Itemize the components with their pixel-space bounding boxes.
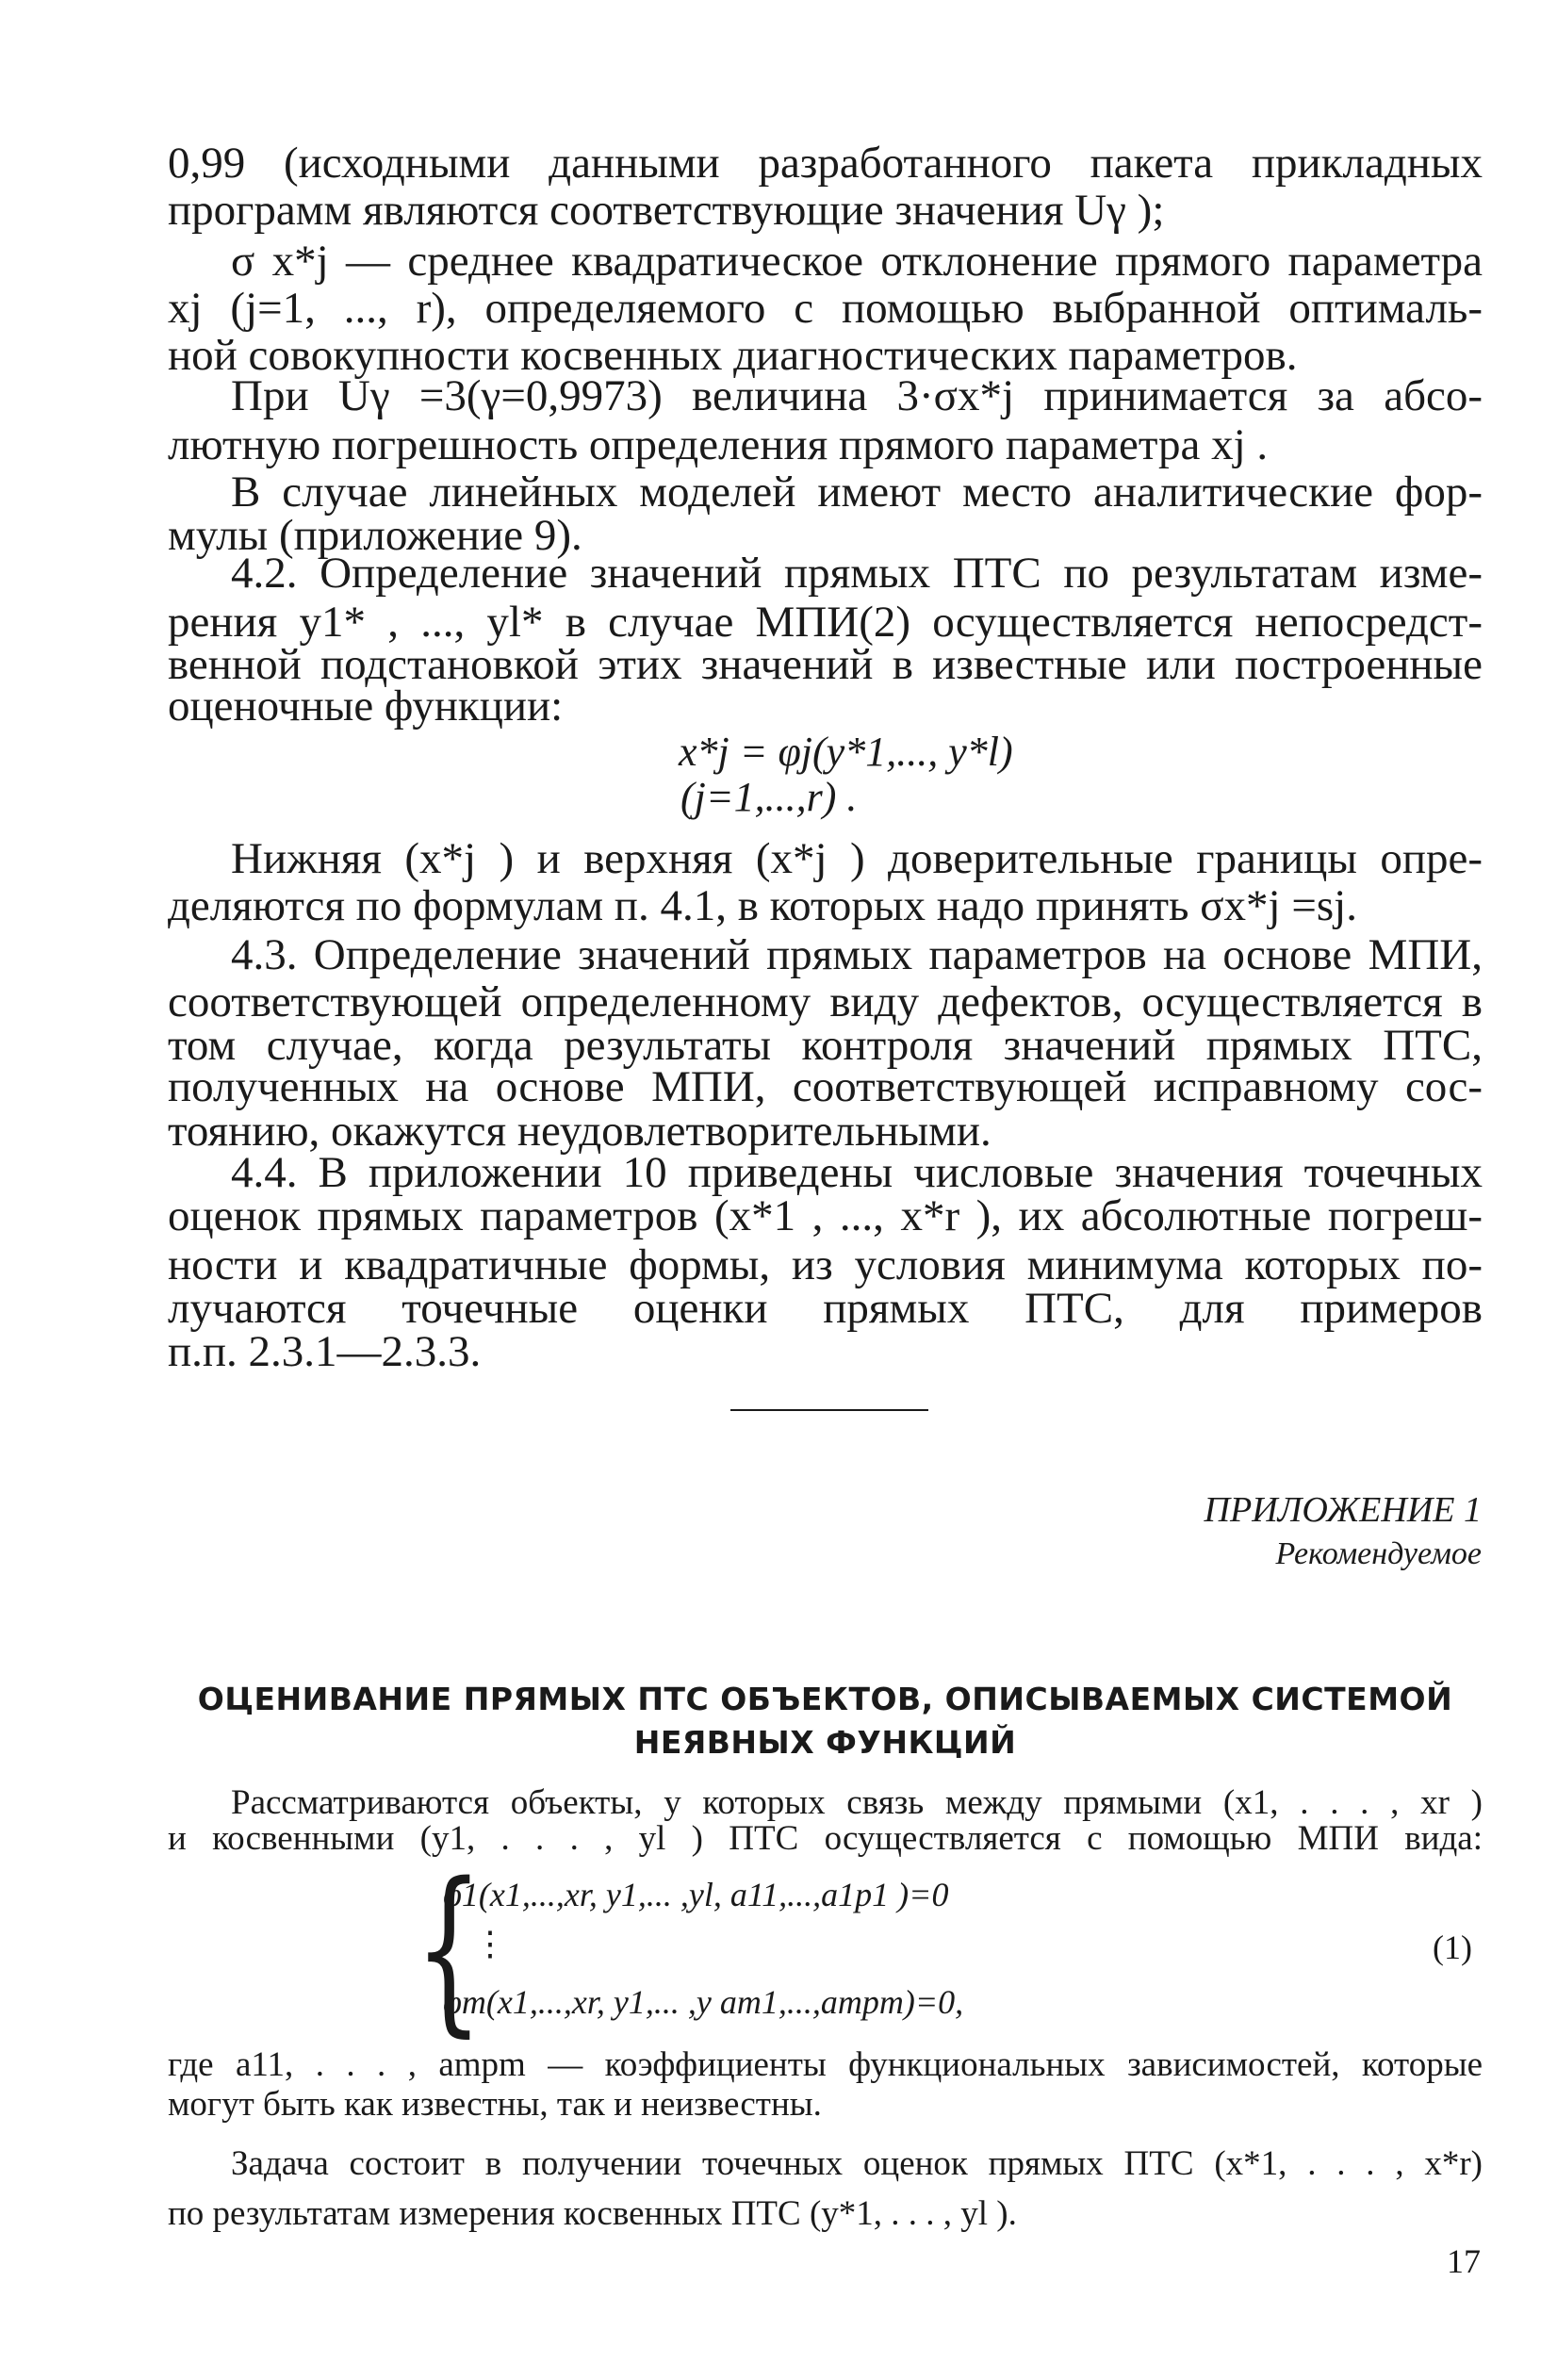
- text-line: ной совокупности косвенных диагностических параметров.: [168, 331, 1298, 380]
- text-line: оценочные функции:: [168, 681, 564, 730]
- appendix-heading-line-2: НЕЯВНЫХ ФУНКЦИЙ: [633, 1724, 1017, 1761]
- text-line: 4.3. Определение значений прямых параметров на основе МПИ,: [231, 930, 1483, 979]
- text-line: соответствующей определенному виду дефектов, осуществляется в: [168, 977, 1483, 1026]
- equation-number: (1): [1433, 1929, 1472, 1966]
- text-line: оценок прямых параметров (x*1 , ..., x*r ), их абсолютные погреш-: [168, 1191, 1483, 1240]
- appendix-status: Рекомендуемое: [1275, 1536, 1482, 1571]
- text-line: деляются по формулам п. 4.1, в которых надо принять σx*j =sj.: [168, 881, 1357, 930]
- system-row-1: φ1(x1,...,xr, y1,... ,yl, a11,...,a1p1 )=0: [443, 1876, 949, 1913]
- appendix-title: ПРИЛОЖЕНИЕ 1: [1204, 1490, 1482, 1530]
- text-line: лютную погрешность определения прямого параметра xj .: [168, 420, 1269, 469]
- text-line: тоянию, окажутся неудовлетворительными.: [168, 1107, 992, 1156]
- system-row-m: φm(x1,...,xr, y1,... ,y am1,...,ampm)=0,: [443, 1983, 964, 2021]
- text-line: 4.2. Определение значений прямых ПТС по результатам изме-: [231, 549, 1483, 598]
- text-line: по результатам измерения косвенных ПТС (y*1, . . . , yl ).: [168, 2194, 1017, 2233]
- text-line: Задача состоит в получении точечных оценок прямых ПТС (x*1, . . . , x*r): [231, 2144, 1483, 2183]
- text-line: где a11, . . . , ampm — коэффициенты функциональных зависимостей, которые: [168, 2045, 1483, 2084]
- text-line: том случае, когда результаты контроля значений прямых ПТС,: [168, 1021, 1483, 1070]
- text-line: В случае линейных моделей имеют место аналитические фор-: [231, 468, 1483, 517]
- text-line: рения y1* , ..., yl* в случае МПИ(2) осуществляется непосредст-: [168, 598, 1483, 647]
- text-line: программ являются соответствующие значения Uγ );: [168, 186, 1165, 235]
- text-line: xj (j=1, ..., r), определяемого с помощью выбранной оптималь-: [168, 284, 1483, 333]
- text-line: и косвенными (y1, . . . , yl ) ПТС осуществляется с помощью МПИ вида:: [168, 1819, 1483, 1858]
- text-line: полученных на основе МПИ, соответствующей исправному сос-: [168, 1062, 1483, 1111]
- text-line: 4.4. В приложении 10 приведены числовые значения точечных: [231, 1148, 1483, 1197]
- text-line: могут быть как известны, так и неизвестны.: [168, 2085, 822, 2124]
- text-line: ности и квадратичные формы, из условия минимума которых по-: [168, 1240, 1483, 1289]
- formula-estimating-function: x*j = φj(y*1,..., y*l): [679, 729, 1013, 775]
- page-number: 17: [1447, 2242, 1481, 2280]
- formula-index-range: (j=1,...,r) .: [680, 774, 858, 820]
- text-line: лучаются точечные оценки прямых ПТС, для примеров: [168, 1284, 1483, 1333]
- text-line: мулы (приложение 9).: [168, 511, 582, 560]
- system-brace: {: [415, 1845, 483, 2053]
- text-line: п.п. 2.3.1—2.3.3.: [168, 1327, 482, 1376]
- equation-system: [415, 1845, 1480, 2053]
- text-line: 0,99 (исходными данными разработанного пакета прикладных: [168, 139, 1483, 188]
- text-line: При Uγ =3(γ=0,9973) величина 3·σx*j принимается за абсо-: [231, 371, 1483, 420]
- text-line: Нижняя (x*j ) и верхняя (x*j ) доверительные границы опре-: [231, 834, 1483, 883]
- section-divider: [730, 1409, 928, 1411]
- text-line: венной подстановкой этих значений в известные или построенные: [168, 640, 1483, 689]
- appendix-heading-line-1: ОЦЕНИВАНИЕ ПРЯМЫХ ПТС ОБЪЕКТОВ, ОПИСЫВАЕМЫХ СИСТЕМОЙ: [197, 1681, 1453, 1717]
- text-line: Рассматриваются объекты, у которых связь между прямыми (x1, . . . , xr ): [231, 1783, 1483, 1822]
- system-row-ellipsis: ⋮: [473, 1925, 507, 1962]
- text-line: σ x*j — среднее квадратическое отклонение прямого параметра: [231, 237, 1483, 286]
